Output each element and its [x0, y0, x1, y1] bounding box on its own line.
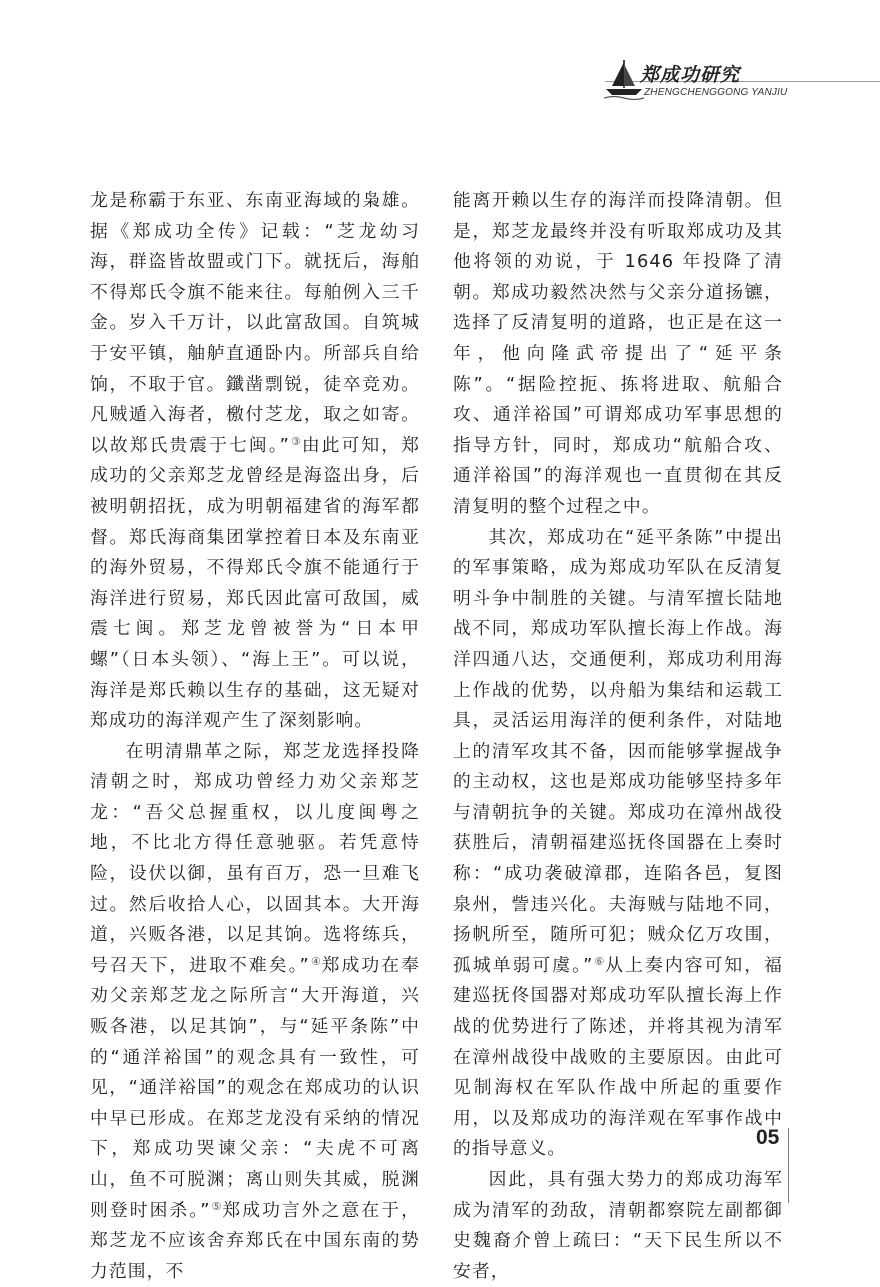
- paragraph: [90, 737, 420, 1287]
- journal-title: 郑成功研究: [640, 64, 741, 86]
- paragraph: [453, 1165, 783, 1287]
- paragraph-text: 龙是称霸于东亚、东南亚海域的枭雄。据《郑成功全传》记载：“芝龙幼习海，群盗皆故盟或门下。就抚后，海舶不得郑氏令旗不能来往。每舶例入三千金。岁入千万计，以此富敌国。自筑城于安平镇，舳舻直通卧内。所部兵自给饷，不取于官。鑯凿剽锐，徒卒竞劝。凡贼遁入海者，檄付芝龙，取之如寄。以故郑氏贵震于七闽。”: [90, 190, 420, 456]
- paragraph-text: 郑成功言外之意在于，郑芝龙不应该舍弃郑氏在中国东南的势力范围，不: [90, 1199, 420, 1282]
- footnote-marker: ④: [309, 954, 322, 968]
- journal-subtitle: ZHENGCHENGGONG YANJIU: [644, 87, 788, 98]
- paragraph: [453, 523, 783, 1165]
- paragraph-text: 其次，郑成功在“延平条陈”中提出的军事策略，成为郑成功军队在反清复明斗争中制胜的关键。与清军擅长陆地战不同，郑成功军队擅长海上作战。海洋四通八达，交通便利，郑成功利用海上作战的优势，以舟船为集结和运载工具，灵活运用海洋的便利条件，对陆地上的清军攻其不备，因而能够掌握战争的主动权，这也是郑成功能够坚持多年与清朝抗争的关键。郑成功在漳州战役获胜后，清朝福建巡抚佟国器在上奏时称：“成功袭破漳郡，连陷各邑，复图泉州，訾违兴化。夫海贼与陆地不同，扬帆所至，随所可犯；贼众亿万攻围，孤城单弱可虞。”: [453, 526, 783, 976]
- paragraph-text: 从上奏内容可知，福建巡抚佟国器对郑成功军队擅长海上作战的优势进行了陈述，并将其视为清军在漳州战役中战败的主要原因。由此可见制海权在军队作战中所起的重要作用，以及郑成功的海洋观在军事作战中的指导意义。: [453, 954, 783, 1160]
- paragraph-text: 由此可知，郑成功的父亲郑芝龙曾经是海盗出身，后被明朝招抚，成为明朝福建省的海军都督。郑氏海商集团掌控着日本及东南亚的海外贸易，不得郑氏令旗不能通行于海洋进行贸易，郑氏因此富可敌国，威震七闽。郑芝龙曾被誉为“日本甲螺”（日本头领）、“海上王”。可以说，海洋是郑氏赖以生存的基础，这无疑对郑成功的海洋观产生了深刻影响。: [90, 434, 420, 732]
- paragraph-text: 郑成功在奉劝父亲郑芝龙之际所言“大开海道，兴贩各港，以足其饷”，与“延平条陈”中的“通洋裕国”的观念具有一致性，可见，“通洋裕国”的观念在郑成功的认识中早已形成。在郑芝龙没有采纳的情况下，郑成功哭谏父亲：“夫虎不可离山，鱼不可脱渊；离山则失其威，脱渊则登时困杀。”: [90, 954, 420, 1221]
- paragraph: [90, 186, 420, 737]
- sailing-ship-icon: [604, 58, 644, 100]
- footnote-marker: ⑥: [593, 954, 606, 968]
- left-column: [90, 186, 420, 1287]
- paragraph-text: 因此，具有强大势力的郑成功海军成为清军的劲敌，清朝都察院左副都御史魏裔介曾上疏曰：“天下民生所以不安者，: [453, 1169, 783, 1282]
- page-number: 05: [756, 1126, 780, 1149]
- footnote-marker: ③: [290, 434, 302, 448]
- footnote-marker: ⑤: [210, 1199, 223, 1213]
- paragraph-text: 能离开赖以生存的海洋而投降清朝。但是，郑芝龙最终并没有听取郑成功及其他将领的劝说，于 1646 年投降了清朝。郑成功毅然决然与父亲分道扬镳，选择了反清复明的道路，也正是在这一年，他向隆武帝提出了“延平条陈”。“据险控扼、拣将进取、航船合攻、通洋裕国”可谓郑成功军事思想的指导方针，同时，郑成功“航船合攻、通洋裕国”的海洋观也一直贯彻在其反清复明的整个过程之中。: [453, 190, 783, 517]
- paragraph-text: 在明清鼎革之际，郑芝龙选择投降清朝之时，郑成功曾经力劝父亲郑芝龙：“吾父总握重权，以儿度闽粤之地，不比北方得任意驰驱。若凭意恃险，设伏以御，虽有百万，恐一旦难飞过。然后收拾人心，以固其本。大开海道，兴贩各港，以足其饷。选将练兵，号召天下，进取不难矣。”: [90, 740, 420, 976]
- footer-rule: [788, 1128, 789, 1203]
- paragraph: [453, 186, 783, 523]
- right-column: [453, 186, 783, 1287]
